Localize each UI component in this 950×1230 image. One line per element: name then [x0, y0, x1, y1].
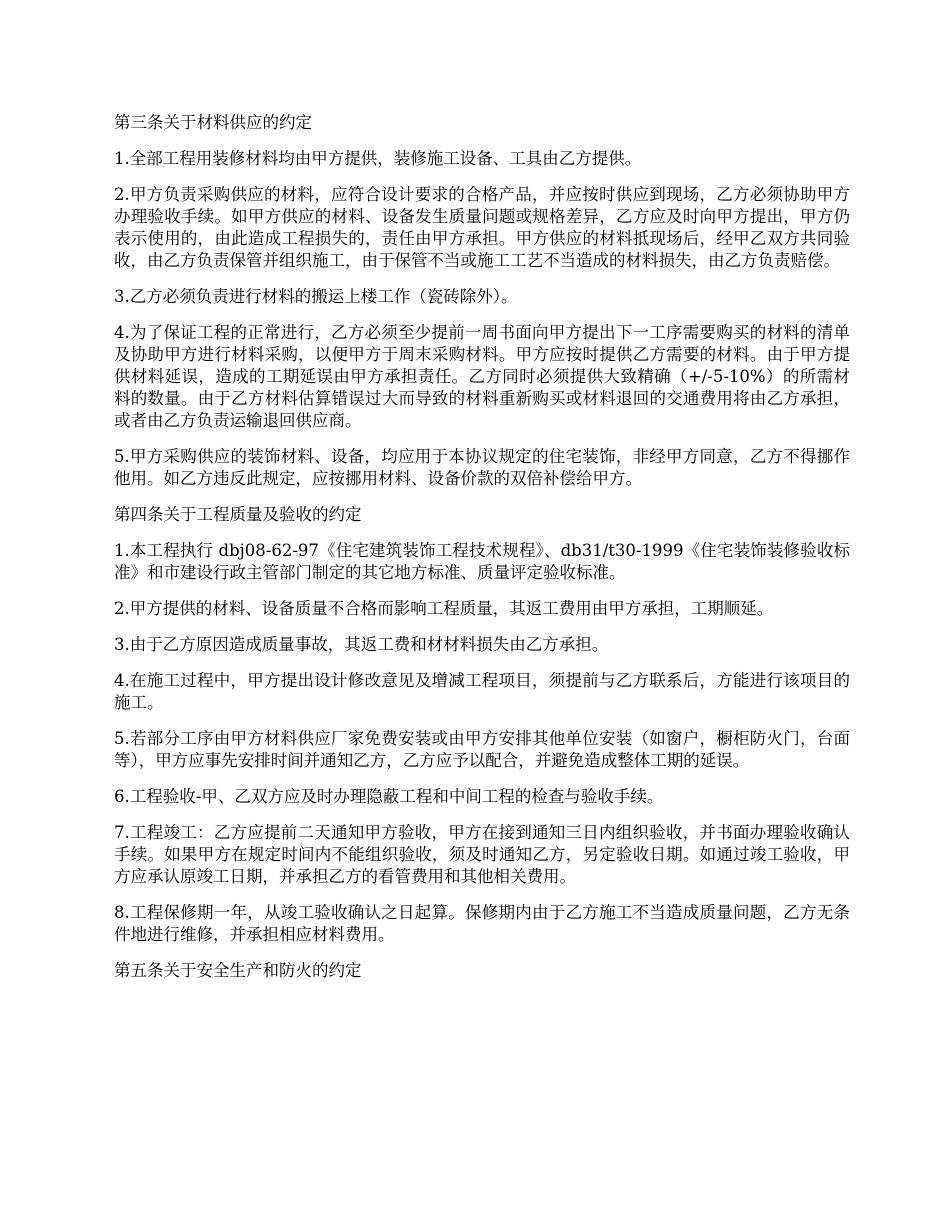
clause-paragraph: 1.全部工程用装修材料均由甲方提供，装修施工设备、工具由乙方提供。: [114, 149, 642, 168]
clause-paragraph: 4.在施工过程中，甲方提出设计修改意见及增减工程项目，须提前与乙方联系后，方能进行该项目的施工。: [114, 671, 850, 712]
section-5: [114, 960, 850, 982]
section-heading: 第四条关于工程质量及验收的约定: [114, 505, 362, 524]
clause-paragraph: 2.甲方负责采购供应的材料，应符合设计要求的合格产品，并应按时供应到现场，乙方必须协助甲方办理验收手续。如甲方供应的材料、设备发生质量问题或规格差异，乙方应及时向甲方提出，甲方仍表示使用的，由此造成工程损失的，责任由甲方承担。甲方供应的材料抵现场后，经甲乙双方共同验收，由乙方负责保管并组织施工，由于保管不当或施工工艺不当造成的材料损失，由乙方负责赔偿。: [114, 185, 850, 270]
section-3: [114, 112, 850, 490]
section-heading: 第三条关于材料供应的约定: [114, 113, 312, 132]
clause-paragraph: 3.乙方必须负责进行材料的搬运上楼工作（瓷砖除外）。: [114, 287, 518, 306]
clause-paragraph: 1.本工程执行 dbj08-62-97《住宅建筑装饰工程技术规程》、db31/t30-1999《住宅装饰装修验收标准》和市建设行政主管部门制定的其它地方标准、质量评定验收标准。: [114, 541, 850, 582]
clause-paragraph: 7.工程竣工：乙方应提前二天通知甲方验收，甲方在接到通知三日内组织验收，并书面办理验收确认手续。如果甲方在规定时间内不能组织验收，须及时通知乙方，另定验收日期。如通过竣工验收，甲方应承认原竣工日期，并承担乙方的看管费用和其他相关费用。: [114, 823, 850, 886]
clause-paragraph: 5.若部分工序由甲方材料供应厂家免费安装或由甲方安排其他单位安装（如窗户，橱柜防火门，台面等），甲方应事先安排时间并通知乙方，乙方应予以配合，并避免造成整体工期的延误。: [114, 729, 850, 770]
clause-paragraph: 4.为了保证工程的正常进行，乙方必须至少提前一周书面向甲方提出下一工序需要购买的材料的清单及协助甲方进行材料采购，以便甲方于周末采购材料。甲方应按时提供乙方需要的材料。由于甲方提供材料延误，造成的工期延误由甲方承担责任。乙方同时必须提供大致精确（+/-5-10%）的所需材料的数量。由于乙方材料估算错误过大而导致的材料重新购买或材料退回的交通费用将由乙方承担，或者由乙方负责运输退回供应商。: [114, 323, 850, 430]
clause-paragraph: 2.甲方提供的材料、设备质量不合格而影响工程质量，其返工费用由甲方承担，工期顺延。: [114, 599, 774, 618]
clause-paragraph: 8.工程保修期一年，从竣工验收确认之日起算。保修期内由于乙方施工不当造成质量问题，乙方无条件地进行维修，并承担相应材料费用。: [114, 903, 850, 944]
clause-paragraph: 3.由于乙方原因造成质量事故，其返工费和材材料损失由乙方承担。: [114, 635, 609, 654]
clause-paragraph: 5.甲方采购供应的装饰材料、设备，均应用于本协议规定的住宅装饰，非经甲方同意，乙方不得挪作他用。如乙方违反此规定，应按挪用材料、设备价款的双倍补偿给甲方。: [114, 447, 850, 488]
document-page: [114, 112, 850, 996]
clause-paragraph: 6.工程验收-甲、乙双方应及时办理隐蔽工程和中间工程的检查与验收手续。: [114, 787, 664, 806]
section-4: [114, 504, 850, 946]
section-heading: 第五条关于安全生产和防火的约定: [114, 961, 362, 980]
